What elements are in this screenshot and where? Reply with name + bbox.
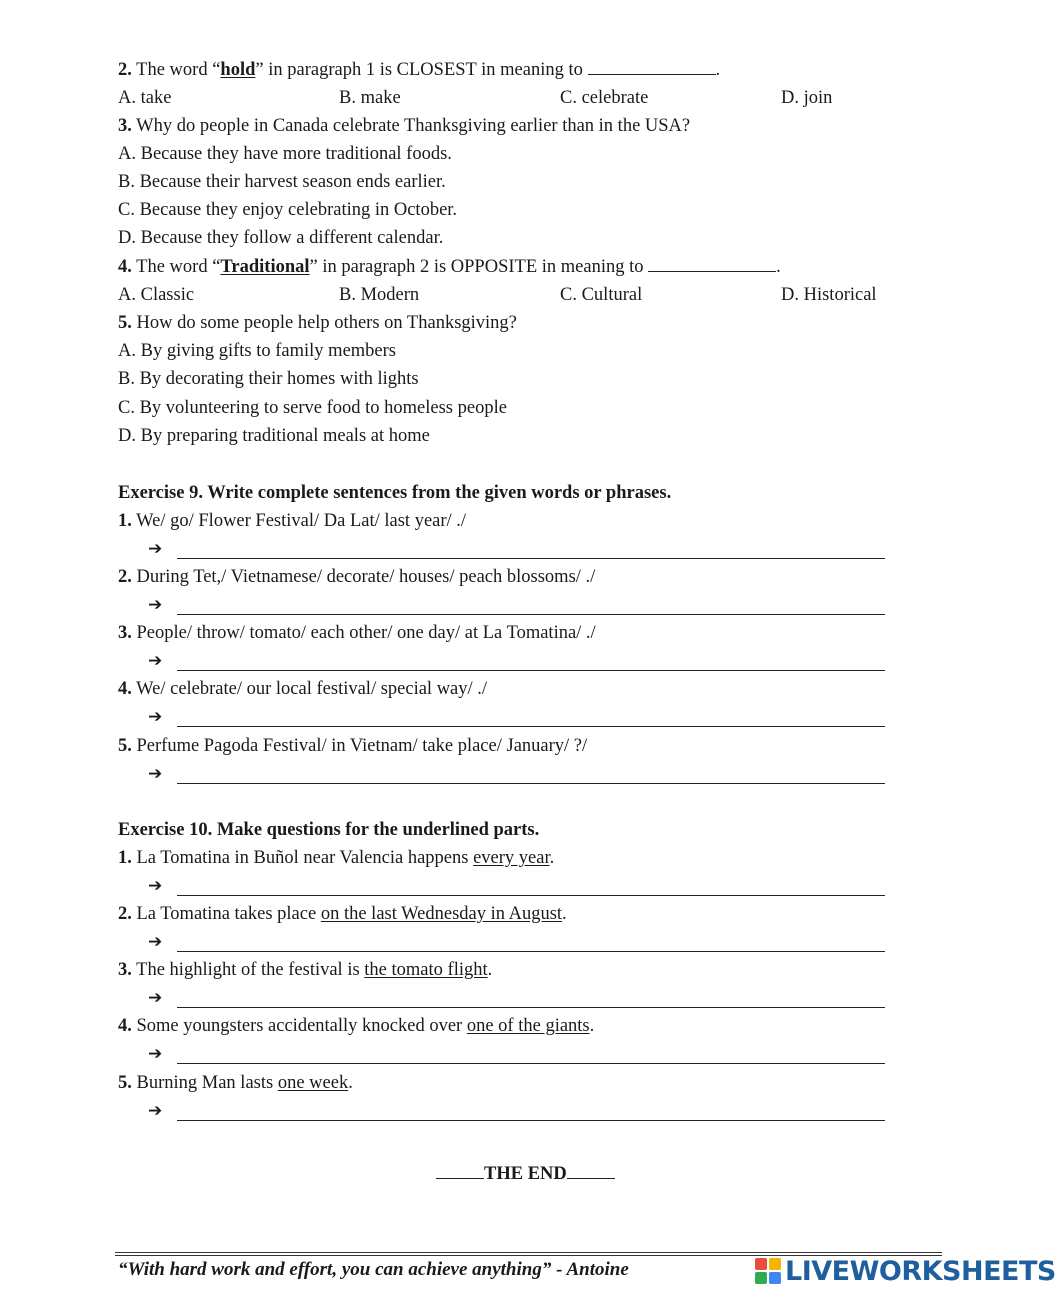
option-b[interactable]: B. Because their harvest season ends earlier. bbox=[118, 172, 446, 192]
option-c[interactable]: C. Because they enjoy celebrating in October. bbox=[118, 200, 458, 220]
option-b[interactable]: B. By decorating their homes with lights bbox=[118, 369, 419, 389]
answer-line[interactable] bbox=[148, 593, 888, 617]
underlined-part: on the last Wednesday in August bbox=[320, 904, 563, 924]
key-word: hold bbox=[220, 60, 256, 80]
arrow-icon: ➔ bbox=[148, 988, 163, 1008]
option-b[interactable]: B. Modern bbox=[339, 285, 420, 305]
underlined-part: every year bbox=[473, 848, 550, 868]
exercise-9-item: 2. During Tet,/ Vietnamese/ decorate/ houses/ peach blossoms/ ./ bbox=[118, 567, 596, 587]
question-5: 5. How do some people help others on Thanksgiving? bbox=[118, 313, 517, 333]
option-d[interactable]: D. Because they follow a different calendar. bbox=[118, 228, 444, 248]
answer-line[interactable] bbox=[148, 762, 888, 786]
answer-line[interactable] bbox=[148, 537, 888, 561]
answer-line[interactable] bbox=[148, 705, 888, 729]
question-number: 4. bbox=[118, 257, 132, 277]
exercise-10-item: 3. The highlight of the festival is the tomato flight. bbox=[118, 960, 493, 980]
option-c[interactable]: C. Cultural bbox=[560, 285, 643, 305]
exercise-9-item: 1. We/ go/ Flower Festival/ Da Lat/ last year/ ./ bbox=[118, 511, 467, 531]
answer-line[interactable] bbox=[148, 1042, 888, 1066]
question-4: 4. The word “Traditional” in paragraph 2 is OPPOSITE in meaning to . bbox=[118, 257, 781, 277]
exercise-9-item: 3. People/ throw/ tomato/ each other/ one day/ at La Tomatina/ ./ bbox=[118, 623, 596, 643]
question-2: 2. The word “hold” in paragraph 1 is CLOSEST in meaning to . bbox=[118, 60, 721, 80]
arrow-icon: ➔ bbox=[148, 1044, 163, 1064]
the-end: THE END bbox=[436, 1162, 615, 1186]
exercise-10-item: 2. La Tomatina takes place on the last Wednesday in August. bbox=[118, 904, 567, 924]
answer-line[interactable] bbox=[148, 874, 888, 898]
exercise-10-title: Exercise 10. Make questions for the underlined parts. bbox=[118, 820, 540, 840]
arrow-icon: ➔ bbox=[148, 1101, 163, 1121]
underlined-part: one of the giants bbox=[466, 1016, 590, 1036]
question-number: 2. bbox=[118, 60, 132, 80]
option-a[interactable]: A. Because they have more traditional foods. bbox=[118, 144, 452, 164]
option-c[interactable]: C. celebrate bbox=[560, 88, 649, 108]
answer-line[interactable] bbox=[148, 930, 888, 954]
option-b[interactable]: B. make bbox=[339, 88, 401, 108]
arrow-icon: ➔ bbox=[148, 876, 163, 896]
arrow-icon: ➔ bbox=[148, 932, 163, 952]
underlined-part: one week bbox=[277, 1073, 349, 1093]
exercise-10-item: 4. Some youngsters accidentally knocked over one of the giants. bbox=[118, 1016, 595, 1036]
exercise-10-item: 1. La Tomatina in Buñol near Valencia happens every year. bbox=[118, 848, 555, 868]
answer-line[interactable] bbox=[148, 986, 888, 1010]
logo-text: LIVEWORKSHEETS bbox=[785, 1255, 1056, 1287]
option-a[interactable]: A. Classic bbox=[118, 285, 195, 305]
answer-line[interactable] bbox=[148, 649, 888, 673]
logo-icon bbox=[755, 1258, 781, 1284]
answer-blank[interactable] bbox=[588, 60, 716, 75]
question-number: 5. bbox=[118, 313, 132, 333]
arrow-icon: ➔ bbox=[148, 707, 163, 727]
arrow-icon: ➔ bbox=[148, 764, 163, 784]
footer-quote: “With hard work and effort, you can achieve anything” - Antoine bbox=[118, 1259, 629, 1280]
key-word: Traditional bbox=[220, 257, 310, 277]
option-d[interactable]: D. Historical bbox=[781, 285, 877, 305]
liveworksheets-logo[interactable] bbox=[755, 1255, 1056, 1287]
exercise-9-title: Exercise 9. Write complete sentences from the given words or phrases. bbox=[118, 483, 672, 503]
answer-line[interactable] bbox=[148, 1099, 888, 1123]
option-a[interactable]: A. take bbox=[118, 88, 172, 108]
exercise-10-item: 5. Burning Man lasts one week. bbox=[118, 1073, 353, 1093]
answer-blank[interactable] bbox=[648, 257, 776, 272]
option-d[interactable]: D. join bbox=[781, 88, 833, 108]
question-number: 3. bbox=[118, 116, 132, 136]
footer-divider bbox=[115, 1252, 942, 1253]
exercise-9-item: 5. Perfume Pagoda Festival/ in Vietnam/ take place/ January/ ?/ bbox=[118, 736, 588, 756]
arrow-icon: ➔ bbox=[148, 539, 163, 559]
exercise-9-item: 4. We/ celebrate/ our local festival/ special way/ ./ bbox=[118, 679, 488, 699]
arrow-icon: ➔ bbox=[148, 651, 163, 671]
option-c[interactable]: C. By volunteering to serve food to homeless people bbox=[118, 398, 507, 418]
question-3: 3. Why do people in Canada celebrate Thanksgiving earlier than in the USA? bbox=[118, 116, 691, 136]
arrow-icon: ➔ bbox=[148, 595, 163, 615]
underlined-part: the tomato flight bbox=[364, 960, 488, 980]
option-d[interactable]: D. By preparing traditional meals at home bbox=[118, 426, 430, 446]
option-a[interactable]: A. By giving gifts to family members bbox=[118, 341, 396, 361]
